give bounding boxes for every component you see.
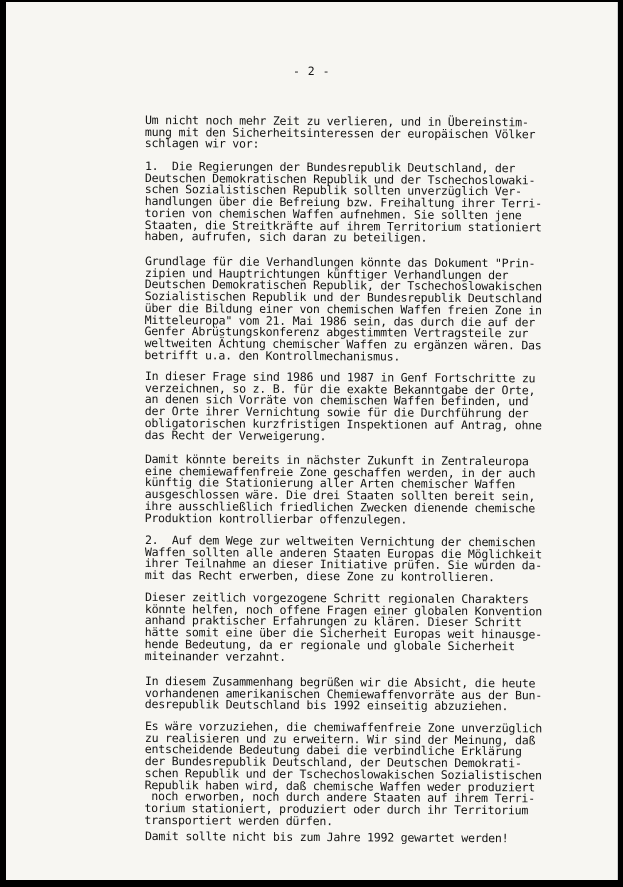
paragraph-american-stockpiles: In diesem Zusammenhang begrüßen wir die Absicht, die heute vorhandenen amerikanischen Chemiewaffenvorräte aus der Bun- desrepublik Deutschland bis 1992 einseitig abzuziehen.: [144, 674, 543, 714]
document-page: [6, 2, 618, 880]
paragraph-declaration: Es wäre vorzuziehen, die chemiwaffenfreie Zone unverzüglich zu realisieren und zu erweitern. Wir sind der Meinung, daß entscheidende Bedeutung dabei die verbindliche Erklärung der Bundesrepublik Deutschland, der Deutschen Demokrati- schen Republik und der Tschechoslowakischen Sozialistischen Republik haben wird, daß chemische Waffen weder produziert noch erworben, noch durch andere Staaten auf ihrem Terri- torium stationiert, produziert oder durch ihr Territorium transportiert werden dürfen.: [144, 719, 543, 828]
paragraph-chemical-free-zone: Damit könnte bereits in nächster Zukunft in Zentraleuropa eine chemiewaffenfreie Zone geschaffen werden, in der auch künftig die Stationierung aller Arten chemischer Waffen ausgeschlossen wäre. Die drei Staaten sollten bereit sein, ihre ausschließlich friedlichen Zwecken dienende chemische Produktion kontrollierbar offenzulegen.: [144, 452, 536, 527]
paragraph-negotiation-basis: Grundlage für die Verhandlungen könnte das Dokument "Prin- zipien und Hauptrichtungen künftiger Verhandlungen der Deutschen Demokratischen Republik, der Tschechoslowakischen Sozialistischen Republik und der Bundesrepublik Deutschland über die Bildung einer von chemischen Waffen freien Zone in Mitteleuropa" vom 21. Mai 1986 sein, das durch die auf der Genfer Abrüstungskonferenz abgestimmten Vertragsteile zur weltweiten Ächtung chemischer Waffen zu ergänzen wären. Das betrifft u.a. den Kontrollmechanismus.: [144, 254, 542, 364]
page-number: - 2 -: [292, 64, 331, 78]
paragraph-geneva-progress: In dieser Frage sind 1986 und 1987 in Genf Fortschritte zu verzeichnen, so z. B. für die exakte Bekanntgabe der Orte, an denen sich Vorräte von chemischen Waffen befinden, und der Orte ihrer Vernichtung sowie für die Durchführung der obligatorischen kurzfristigen Inspektionen auf Antrag, ohne das Recht der Verweigerung.: [144, 369, 542, 443]
paragraph-intro: Um nicht noch mehr Zeit zu verlieren, und in Übereinstim- mung mit den Sicherheitsinteressen der europäischen Völker schlagen wir vor:: [144, 113, 536, 152]
paragraph-point-2: 2. Auf dem Wege zur weltweiten Vernichtung der chemischen Waffen sollten alle anderen Staaten Europas die Möglichkeit ihrer Teilnahme an dieser Initiative prüfen. Sie würden da- mit das Recht erwerben, diese Zone zu kontrollieren.: [144, 533, 543, 585]
paragraph-closing: Damit sollte nicht bis zum Jahre 1992 gewartet werden!: [144, 829, 509, 846]
paragraph-regional-step: Dieser zeitlich vorgezogene Schritt regionalen Charakters könnte helfen, noch offene Fragen einer globalen Konvention anhand praktischer Erfahrungen zu klären. Dieser Schritt hätte somit eine über die Sicherheit Europas weit hinausge- hende Bedeutung, da er regionale und globale Sicherheit miteinander verzahnt.: [144, 590, 543, 664]
scan-bottom-edge: [0, 880, 623, 887]
paragraph-point-1: 1. Die Regierungen der Bundesrepublik Deutschland, der Deutschen Demokratischen Republik und der Tschechoslowaki- schen Sozialistischen Republik sollten unverzüglich Ver- handlungen über die Befreiung bzw. Freihaltung ihrer Terri- torien von chemischen Waffen aufnehmen. Sie sollten jene Staaten, die Streitkräfte auf ihrem Territorium stationiert haben, aufrufen, sich daran zu beteiligen.: [144, 159, 542, 245]
